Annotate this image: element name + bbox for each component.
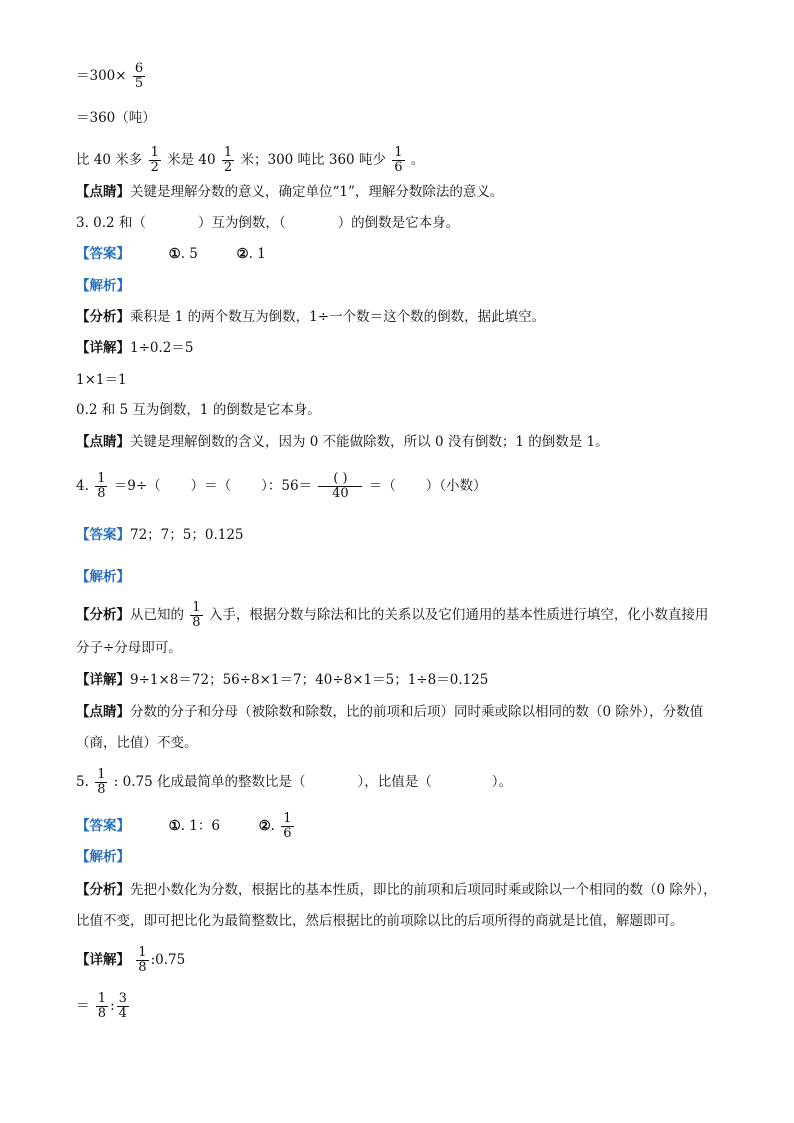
answer-value-1: . 5 bbox=[180, 246, 198, 262]
step-line-q5-2 bbox=[76, 992, 131, 1021]
fraction-denominator: 8 bbox=[192, 615, 201, 630]
fraction-denominator: 40 bbox=[332, 486, 349, 501]
fenxi-line-q5 bbox=[76, 881, 717, 899]
fraction-denominator: 4 bbox=[118, 1006, 127, 1021]
conclusion-text-c: 米；300 吨比 360 吨少 bbox=[240, 152, 386, 168]
xiangjie-text: :0.75 bbox=[150, 952, 186, 968]
question-text-c: ）：56＝ bbox=[261, 478, 313, 494]
fraction-sixth bbox=[392, 146, 404, 175]
fenxi-text-b: 入手，根据分数与除法和比的关系以及它们通用的基本性质进行填空，化小数直接用 bbox=[208, 607, 709, 623]
fraction-denominator: 2 bbox=[223, 160, 233, 175]
question-text-d: ＝（ bbox=[368, 478, 396, 494]
fraction-one-sixth bbox=[281, 812, 293, 841]
jiexi-tag: 【解析】 bbox=[76, 849, 130, 865]
conclusion-text-d: 。 bbox=[410, 152, 425, 168]
question-text-a: : 0.75 化成最简单的整数比是（ bbox=[113, 774, 306, 790]
question-text-e: ）（小数） bbox=[425, 478, 487, 494]
fraction-numerator: 1 bbox=[283, 811, 292, 826]
answer-tag: 【答案】 bbox=[76, 527, 130, 543]
dianjing-line-q4-cont: （商，比值）不变。 bbox=[76, 735, 198, 751]
fraction-one-eighth bbox=[136, 946, 148, 975]
fraction-denominator: 8 bbox=[138, 960, 147, 975]
xiangjie-line-q3 bbox=[76, 339, 193, 357]
dianjing-line-q3 bbox=[76, 433, 609, 451]
answer-line-q3 bbox=[76, 245, 266, 263]
fenxi-tag: 【分析】 bbox=[76, 882, 130, 898]
question-4 bbox=[76, 472, 486, 501]
question-number: 5. bbox=[76, 774, 89, 790]
dianjing-text: 关键是理解分数的意义，确定单位“1”，理解分数除法的意义。 bbox=[130, 184, 504, 200]
dianjing-tag: 【点睛】 bbox=[76, 434, 130, 450]
answer-value-2: . 1 bbox=[248, 246, 266, 262]
dianjing-tag: 【点睛】 bbox=[76, 184, 130, 200]
fenxi-text-a: 从已知的 bbox=[130, 607, 184, 623]
fraction-one-eighth bbox=[96, 992, 108, 1021]
conclusion-line bbox=[76, 146, 424, 175]
calc-prefix: ＝300× bbox=[76, 68, 127, 84]
fenxi-text-a: 先把小数化为分数，根据比的基本性质，即比的前项和后项同时乘或除以一个相同的数（0 除外）， bbox=[130, 882, 717, 898]
dianjing-text-a: 分数的分子和分母（被除数和除数，比的前项和后项）同时乘或除以相同的数（0 除外），分数值 bbox=[130, 704, 704, 720]
jiexi-tag: 【解析】 bbox=[76, 278, 130, 294]
fraction-one-eighth bbox=[95, 768, 107, 797]
question-text-b: ），比值是（ bbox=[357, 774, 432, 790]
circled-one-icon: ① bbox=[168, 246, 181, 262]
fraction-numerator: 1 bbox=[97, 991, 107, 1006]
answer-value: 72；7；5；0.125 bbox=[130, 527, 244, 543]
dianjing-text: 关键是理解倒数的含义，因为 0 不能做除数，所以 0 没有倒数；1 的倒数是 1。 bbox=[130, 434, 609, 450]
fraction-one-eighth bbox=[190, 601, 202, 630]
fraction-blank-over-40 bbox=[318, 472, 362, 501]
question-3 bbox=[76, 214, 459, 232]
fenxi-tag: 【分析】 bbox=[76, 309, 130, 325]
dianjing-tag: 【点睛】 bbox=[76, 704, 130, 720]
fenxi-text: 乘积是 1 的两个数互为倒数，1÷一个数＝这个数的倒数，据此填空。 bbox=[130, 309, 546, 325]
xiangjie-text: 9÷1×8＝72；56÷8×1＝7；40÷8×1＝5；1÷8＝0.125 bbox=[130, 672, 489, 688]
fenxi-line-q5-cont: 比值不变，即可把比化为最简整数比，然后根据比的前项除以比的后项所得的商就是比值，解题即可。 bbox=[76, 913, 684, 929]
circled-one-icon: ① bbox=[168, 818, 181, 834]
fraction-numerator: 3 bbox=[118, 991, 127, 1006]
fenxi-line-q4 bbox=[76, 601, 708, 630]
fraction-three-quarters bbox=[117, 992, 129, 1021]
jiexi-line-q4 bbox=[76, 568, 130, 586]
circled-two-icon: ② bbox=[258, 818, 271, 834]
calc-line-2: ＝360（吨） bbox=[76, 110, 156, 126]
fraction-numerator: 1 bbox=[223, 145, 233, 160]
xiangjie-text: 1÷0.2＝5 bbox=[130, 340, 194, 356]
answer-line-q4 bbox=[76, 526, 244, 544]
calc-line-1 bbox=[76, 62, 147, 91]
fraction-numerator: 1 bbox=[97, 471, 106, 486]
fraction-six-fifths bbox=[133, 62, 145, 91]
ratio-separator: : bbox=[110, 998, 115, 1014]
xiangjie-tag: 【详解】 bbox=[76, 952, 130, 968]
fenxi-tag: 【分析】 bbox=[76, 607, 130, 623]
question-text-b: ）＝（ bbox=[190, 478, 232, 494]
fraction-denominator: 6 bbox=[394, 160, 403, 175]
fraction-denominator: 8 bbox=[97, 486, 106, 501]
fraction-numerator: 1 bbox=[138, 945, 147, 960]
fraction-half-mixed bbox=[222, 146, 234, 175]
step-line-q3-3: 0.2 和 5 互为倒数，1 的倒数是它本身。 bbox=[76, 402, 321, 418]
question-text-a: 3. 0.2 和（ bbox=[76, 215, 146, 231]
circled-two-icon: ② bbox=[236, 246, 249, 262]
fraction-numerator: ( ) bbox=[318, 472, 362, 487]
fraction-numerator: 1 bbox=[394, 145, 403, 160]
question-text-c: ）。 bbox=[491, 774, 512, 790]
fraction-denominator: 8 bbox=[97, 1006, 107, 1021]
jiexi-line-q3 bbox=[76, 277, 130, 295]
question-text-b: ）互为倒数，（ bbox=[197, 215, 286, 231]
conclusion-text-a: 比 40 米多 bbox=[76, 152, 143, 168]
question-number: 4. bbox=[76, 478, 89, 494]
step-prefix: ＝ bbox=[76, 998, 90, 1014]
fraction-denominator: 5 bbox=[134, 76, 144, 91]
question-text-a: ＝9÷（ bbox=[113, 478, 161, 494]
answer-value-1: . 1：6 bbox=[180, 818, 220, 834]
fraction-denominator: 8 bbox=[97, 782, 106, 797]
dianjing-line-q2 bbox=[76, 183, 503, 201]
answer-value-2-prefix: . bbox=[270, 818, 275, 834]
conclusion-text-b: 米是 40 bbox=[167, 152, 216, 168]
fraction-numerator: 6 bbox=[134, 61, 144, 76]
xiangjie-tag: 【详解】 bbox=[76, 672, 130, 688]
dianjing-line-q4 bbox=[76, 703, 703, 721]
jiexi-line-q5 bbox=[76, 848, 130, 866]
fraction-denominator: 6 bbox=[283, 826, 292, 841]
xiangjie-line-q4 bbox=[76, 671, 488, 689]
fraction-denominator: 2 bbox=[150, 160, 159, 175]
jiexi-tag: 【解析】 bbox=[76, 569, 130, 585]
answer-line-q5 bbox=[76, 812, 296, 841]
xiangjie-line-q5 bbox=[76, 946, 185, 975]
fraction-numerator: 1 bbox=[97, 767, 106, 782]
xiangjie-tag: 【详解】 bbox=[76, 340, 130, 356]
answer-tag: 【答案】 bbox=[76, 818, 130, 834]
question-text-c: ）的倒数是它本身。 bbox=[337, 215, 460, 231]
answer-tag: 【答案】 bbox=[76, 246, 130, 262]
fraction-one-eighth bbox=[95, 472, 107, 501]
fenxi-line-q4-cont: 分子÷分母即可。 bbox=[76, 640, 182, 656]
fraction-numerator: 1 bbox=[150, 145, 159, 160]
fenxi-line-q3 bbox=[76, 308, 545, 326]
fraction-numerator: 1 bbox=[192, 600, 201, 615]
fraction-half bbox=[149, 146, 161, 175]
question-5 bbox=[76, 768, 512, 797]
step-line-q3-2: 1×1＝1 bbox=[76, 372, 127, 388]
